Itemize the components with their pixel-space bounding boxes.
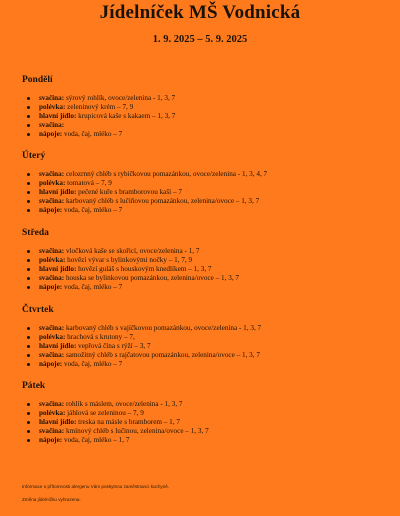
bullet-icon	[27, 327, 30, 330]
meal-list	[22, 170, 267, 215]
meal-item	[22, 409, 209, 418]
meal-label: nápoje:	[39, 359, 63, 368]
meal-label: polévka:	[39, 408, 66, 417]
meal-text: vepřová čína s rýží – 3, 7	[78, 341, 151, 350]
meal-item	[22, 360, 261, 369]
meal-text: karbovaný chléb s vajíčkovou pomazánkou, ovoce/zelenina - 1, 3, 7	[65, 324, 262, 332]
meal-item	[22, 197, 267, 206]
bullet-icon	[27, 191, 30, 194]
changes-note: Změna jídelníčku vyhrazena.	[22, 497, 81, 502]
bullet-icon	[27, 363, 30, 366]
day-thursday	[22, 305, 261, 369]
meal-item	[22, 274, 239, 283]
bullet-icon	[27, 412, 30, 415]
day-heading: Čtvrtek	[22, 305, 54, 315]
meal-label: hlavní jídlo:	[39, 187, 77, 196]
meal-item	[22, 94, 175, 103]
meal-label: svačina:	[39, 120, 65, 129]
meal-item	[22, 170, 267, 179]
meal-item	[22, 283, 239, 292]
meal-text: voda, čaj, mléko – 7	[63, 129, 123, 138]
meal-list	[22, 94, 175, 139]
allergen-note: Informace o přítomnosti alergenu Vám poskytnou zaměstnanci kuchyně.	[22, 484, 170, 489]
bullet-icon	[27, 259, 30, 262]
bullet-icon	[27, 97, 30, 100]
meal-item	[22, 427, 209, 436]
meal-item	[22, 351, 261, 360]
bullet-icon	[27, 421, 30, 424]
meal-item	[22, 188, 267, 197]
meal-item	[22, 418, 209, 427]
bullet-icon	[27, 115, 30, 118]
meal-item	[22, 436, 209, 445]
meal-text: hovězí guláš s houskovým knedlíkem – 1, 3, 7	[78, 264, 212, 273]
meal-label: nápoje:	[39, 205, 63, 214]
meal-item	[22, 130, 175, 139]
meal-text: houska se bylinkovou pomazánkou, zelenina/ovoce – 1, 3, 7	[65, 273, 240, 282]
meal-label: hlavní jídlo:	[39, 264, 77, 273]
meal-label: nápoje:	[39, 435, 63, 444]
meal-label: polévka:	[39, 102, 66, 111]
meal-text: voda, čaj, mléko – 7	[63, 359, 123, 368]
meal-list	[22, 247, 239, 292]
meal-label: nápoje:	[39, 282, 63, 291]
bullet-icon	[27, 124, 30, 127]
meal-text: pečené kuře s bramborovou kaší – 7	[78, 187, 182, 196]
meal-item	[22, 206, 267, 215]
day-heading: Středa	[22, 228, 49, 238]
meal-label: polévka:	[39, 255, 66, 264]
day-friday	[22, 381, 209, 445]
meal-label: svačina:	[39, 273, 65, 282]
meal-label: svačina:	[39, 426, 65, 435]
bullet-icon	[27, 354, 30, 357]
meal-label: svačina:	[39, 400, 65, 408]
meal-label: svačina:	[39, 247, 65, 255]
bullet-icon	[27, 277, 30, 280]
meal-label: polévka:	[39, 332, 66, 341]
meal-label: svačina:	[39, 170, 65, 178]
meal-item	[22, 103, 175, 112]
bullet-icon	[27, 209, 30, 212]
day-wednesday	[22, 228, 239, 292]
bullet-icon	[27, 106, 30, 109]
meal-label: svačina:	[39, 196, 65, 205]
meal-item	[22, 121, 175, 130]
meal-item	[22, 112, 175, 121]
meal-label: hlavní jídlo:	[39, 341, 77, 350]
meal-text: celozrnný chléb s rybičkovou pomazánkou, ovoce/zelenina - 1, 3, 4, 7	[65, 170, 268, 178]
meal-label: svačina:	[39, 350, 65, 359]
bullet-icon	[27, 250, 30, 253]
bullet-icon	[27, 439, 30, 442]
meal-item	[22, 333, 261, 342]
meal-item	[22, 265, 239, 274]
meal-text: krupicová kaše s kakaem – 1, 3, 7	[78, 111, 176, 120]
meal-label: svačina:	[39, 324, 65, 332]
bullet-icon	[27, 200, 30, 203]
meal-item	[22, 324, 261, 333]
meal-list	[22, 324, 261, 369]
bullet-icon	[27, 430, 30, 433]
day-heading: Pondělí	[22, 75, 53, 85]
meal-text: jáhlová se zeleninou – 7, 9	[67, 408, 144, 417]
meal-text: rohlík s máslem, ovoce/zelenina - 1, 3, 7	[65, 400, 183, 408]
bullet-icon	[27, 286, 30, 289]
meal-item	[22, 179, 267, 188]
meal-item	[22, 247, 239, 256]
meal-item	[22, 256, 239, 265]
meal-text: tomatová – 7, 9	[67, 178, 112, 187]
bullet-icon	[27, 268, 30, 271]
meal-list	[22, 400, 209, 445]
meal-text: voda, čaj, mléko – 1, 7	[63, 435, 130, 444]
bullet-icon	[27, 345, 30, 348]
meal-label: polévka:	[39, 178, 66, 187]
day-heading: Pátek	[22, 381, 46, 391]
day-monday	[22, 75, 175, 139]
meal-text: treska na másle s bramborem – 1, 7	[78, 417, 180, 426]
meal-item	[22, 400, 209, 409]
meal-label: hlavní jídlo:	[39, 417, 77, 426]
bullet-icon	[27, 403, 30, 406]
meal-text: voda, čaj, mléko – 7	[63, 205, 123, 214]
meal-text: hovězí vývar s bylinkovými nočky – 1, 7, 9	[67, 255, 193, 264]
meal-text: voda, čaj, mléko – 7	[63, 282, 123, 291]
meal-text: samožitný chléb s rajčatovou pomazánkou, zelenina/ovoce – 1, 3, 7	[65, 350, 260, 359]
meal-item	[22, 342, 261, 351]
meal-label: nápoje:	[39, 129, 63, 138]
meal-text: vločková kaše se skořicí, ovoce/zelenina - 1, 7	[65, 247, 200, 255]
date-range: 1. 9. 2025 – 5. 9. 2025	[152, 34, 248, 45]
bullet-icon	[27, 336, 30, 339]
meal-label: svačina:	[39, 94, 65, 102]
day-heading: Úterý	[22, 151, 46, 161]
meal-label: hlavní jídlo:	[39, 111, 77, 120]
meal-text: karbovaný chléb s lučiňovou pomazánkou, zelenina/ovoce – 1, 3, 7	[65, 196, 260, 205]
bullet-icon	[27, 182, 30, 185]
meal-text: kmínový chléb s lučinou, zelenina/ovoce – 1, 3, 7	[65, 426, 209, 435]
page-title: Jídelníček MŠ Vodnická	[99, 2, 301, 23]
bullet-icon	[27, 133, 30, 136]
day-tuesday	[22, 151, 267, 215]
meal-text: sýrový rohlík, ovoce/zelenina - 1, 3, 7	[65, 94, 176, 102]
meal-text: zeleninový krém – 7, 9	[67, 102, 134, 111]
meal-text: hrachová s krutony – 7,	[67, 332, 135, 341]
bullet-icon	[27, 173, 30, 176]
